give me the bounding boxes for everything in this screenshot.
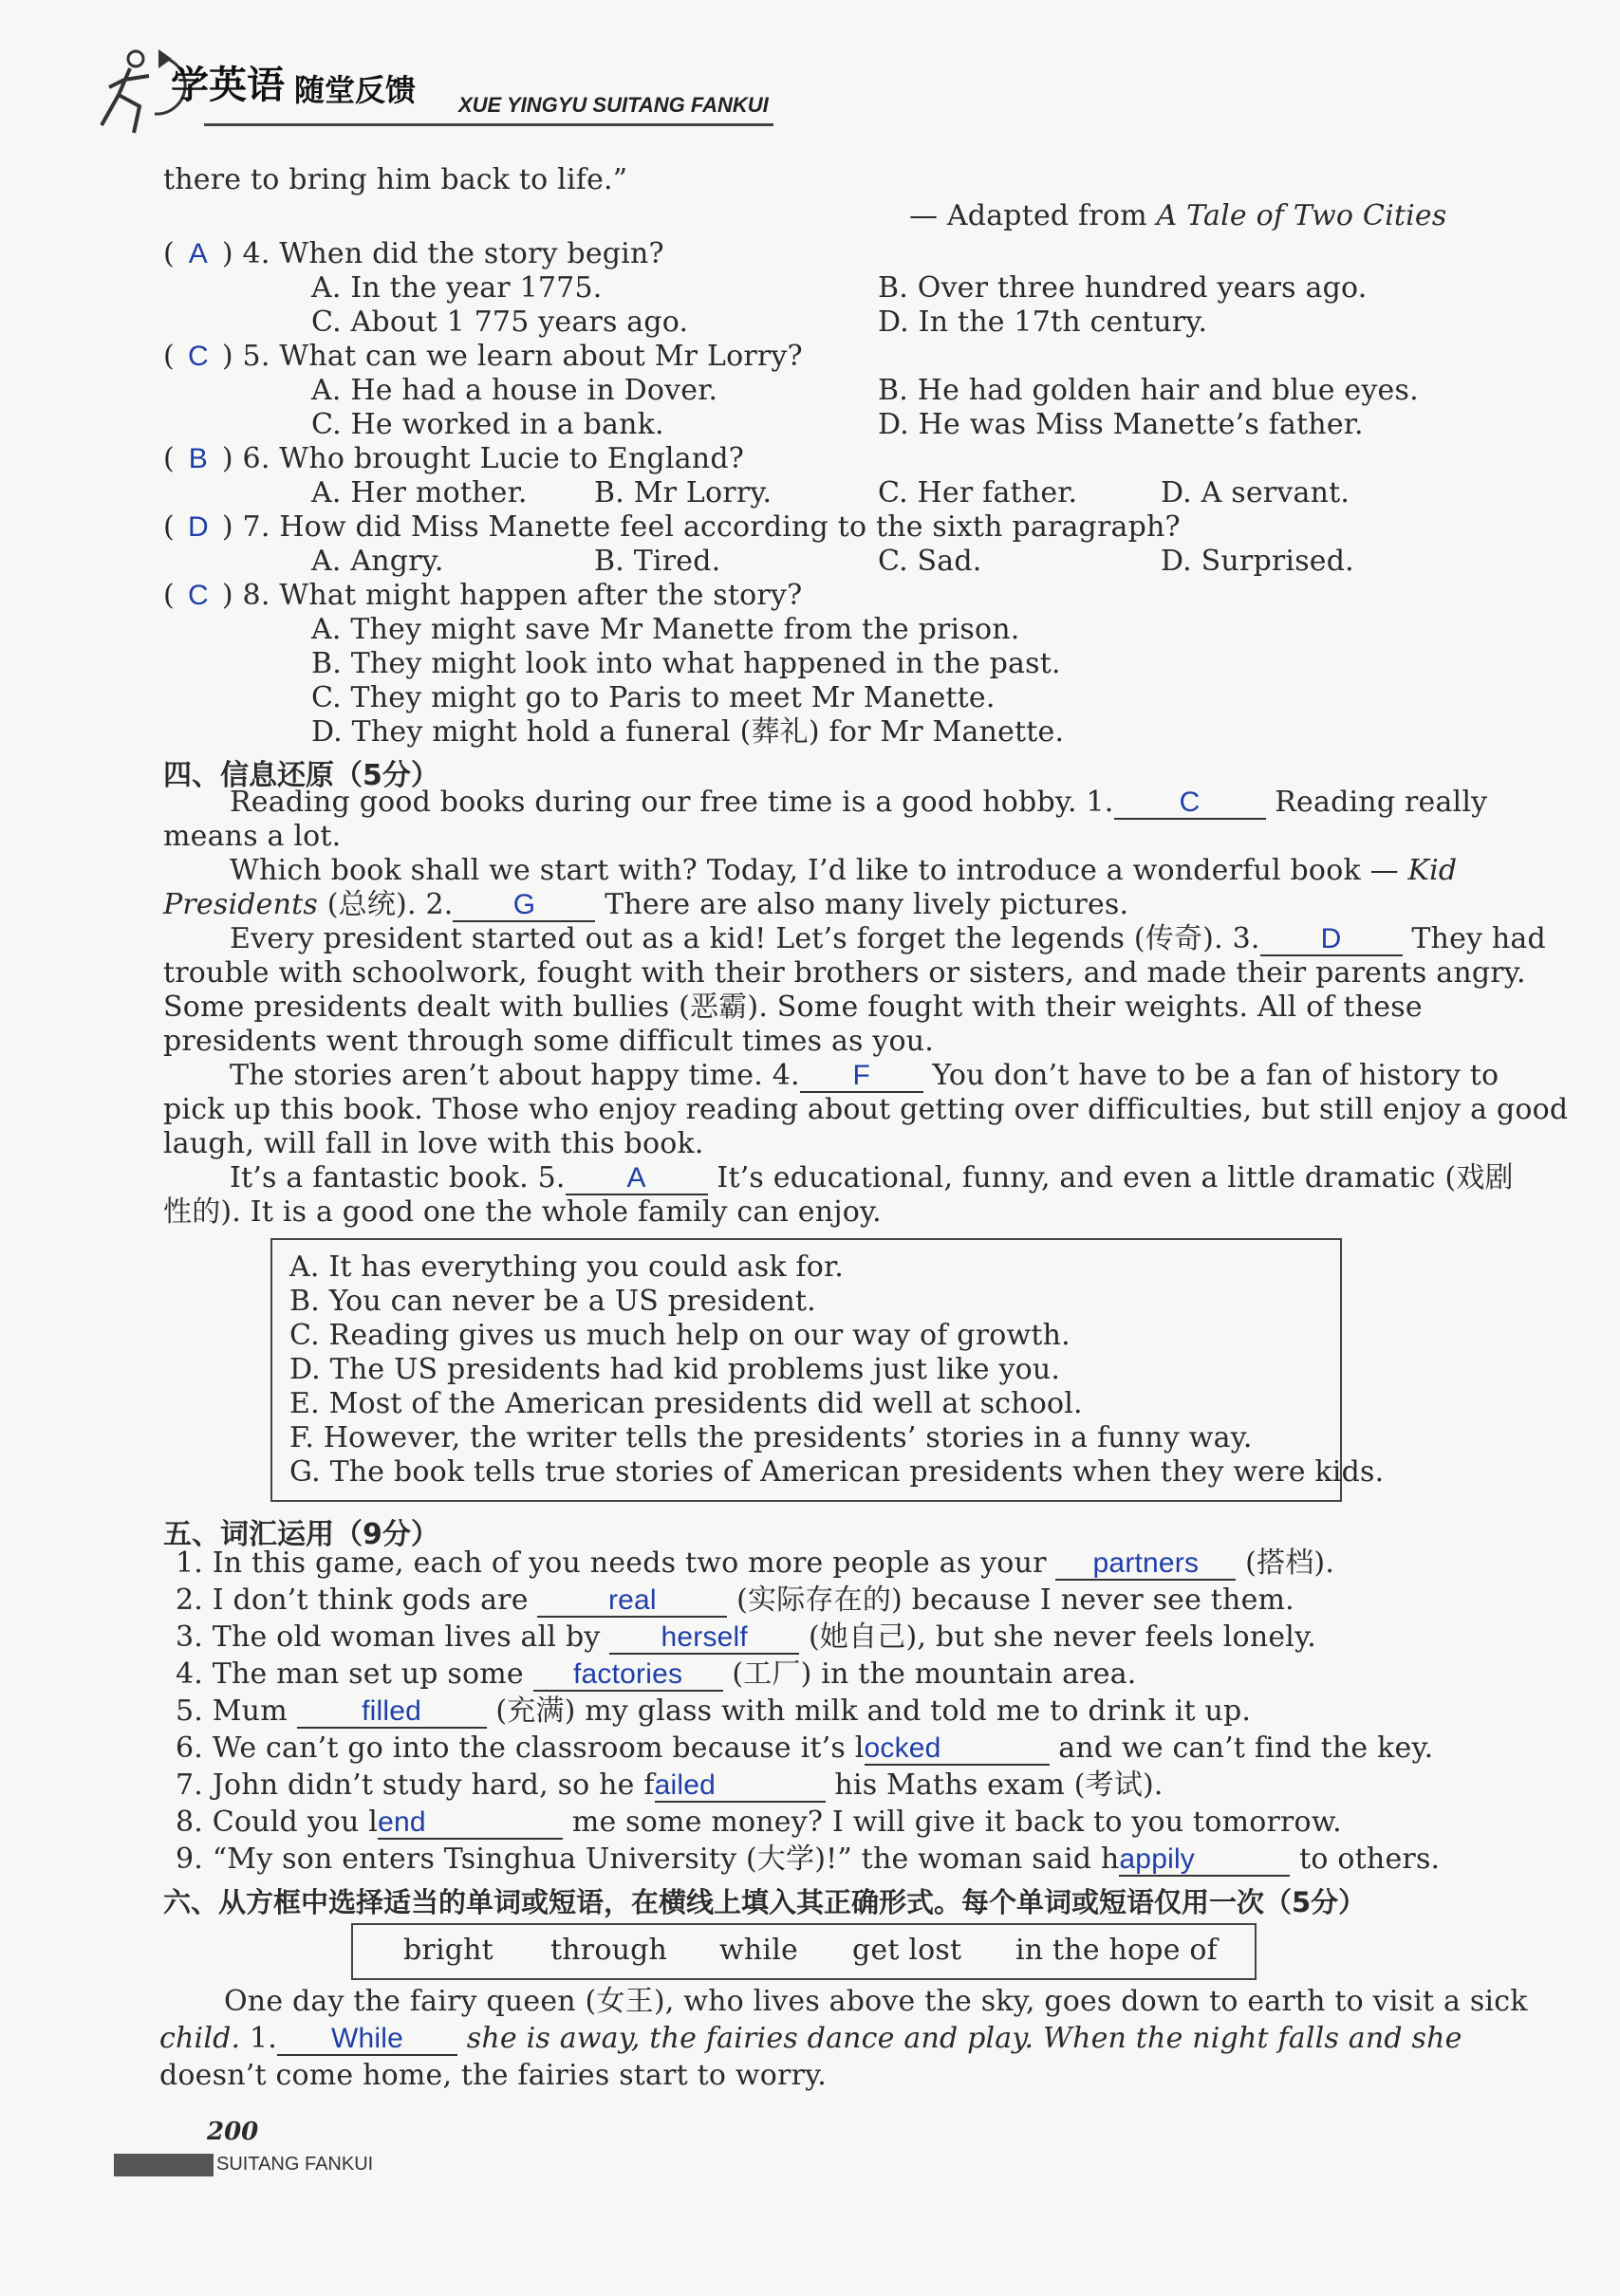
option: A. In the year 1775. bbox=[311, 271, 603, 305]
section-5-heading: 五、词汇运用（9分） bbox=[163, 1518, 439, 1551]
option: D. The US presidents had kid problems just like you. bbox=[289, 1353, 1061, 1386]
text: 7. John didn’t study hard, so he f bbox=[176, 1768, 655, 1802]
blank-number: 4. bbox=[772, 1059, 800, 1092]
text: doesn’t come home, the fairies start to worry. bbox=[159, 2059, 828, 2092]
header-rule bbox=[204, 123, 773, 126]
blank-number: 5. bbox=[537, 1161, 566, 1194]
option: B. Tired. bbox=[594, 545, 721, 578]
option: A. It has everything you could ask for. bbox=[289, 1250, 845, 1284]
blank-number: 1. bbox=[250, 2022, 278, 2055]
option: C. Reading gives us much help on our way of growth. bbox=[289, 1319, 1071, 1352]
vocab-item bbox=[176, 1620, 1316, 1655]
answer-blank: C bbox=[1179, 787, 1201, 818]
s4-para2b bbox=[163, 888, 1128, 922]
option: C. Sad. bbox=[878, 545, 982, 578]
text: It’s educational, funny, and even a little dramatic (戏剧 bbox=[707, 1161, 1514, 1194]
text: (她自己), but she never feels lonely. bbox=[799, 1620, 1316, 1654]
text: Which book shall we start with? Today, I’d like to introduce a wonderful book — bbox=[230, 854, 1408, 887]
blank-number: 3. bbox=[1232, 922, 1260, 955]
word-option: bright bbox=[403, 1934, 493, 1967]
text: 性的). It is a good one the whole family can enjoy. bbox=[163, 1195, 882, 1229]
option: G. The book tells true stories of American presidents when they were kids. bbox=[289, 1455, 1385, 1489]
option: B. You can never be a US president. bbox=[289, 1285, 816, 1318]
question-7: ( D ) 7. How did Miss Manette feel according to the sixth paragraph? bbox=[163, 510, 1181, 544]
text: It’s a fantastic book. bbox=[230, 1161, 538, 1194]
vocab-item bbox=[176, 1842, 1440, 1877]
text: 5. Mum bbox=[176, 1694, 297, 1728]
option: A. Angry. bbox=[311, 545, 444, 578]
vocab-item bbox=[176, 1805, 1342, 1840]
vocab-item bbox=[176, 1768, 1164, 1803]
answer-blank: D bbox=[1320, 923, 1342, 954]
header-logo bbox=[90, 38, 792, 152]
answer-blank: real bbox=[607, 1584, 657, 1616]
text: and we can’t find the key. bbox=[1049, 1731, 1434, 1765]
question-5: ( C ) 5. What can we learn about Mr Lorry? bbox=[163, 340, 803, 373]
s4-para3 bbox=[230, 922, 1546, 956]
intro-line: there to bring him back to life.” bbox=[163, 163, 628, 196]
page-number: 200 bbox=[207, 2118, 259, 2146]
text: me some money? I will give it back to you tomorrow. bbox=[563, 1805, 1342, 1839]
s4-para2 bbox=[230, 854, 1457, 888]
option: A. He had a house in Dover. bbox=[311, 374, 718, 407]
answer-blank: ocked bbox=[864, 1732, 941, 1764]
question-stem: ) 8. What might happen after the story? bbox=[221, 579, 803, 612]
text: 6. We can’t go into the classroom because it’s l bbox=[176, 1731, 865, 1765]
source-title: A Tale of Two Cities bbox=[1156, 199, 1447, 232]
s6-para-line2 bbox=[159, 2022, 1462, 2056]
question-stem: ) 6. Who brought Lucie to England? bbox=[221, 442, 745, 475]
text: pick up this book. Those who enjoy reading about getting over difficulties, but still enjoy a good bbox=[163, 1093, 1569, 1126]
answer-blank: herself bbox=[661, 1621, 748, 1653]
question-stem: ) 4. When did the story begin? bbox=[221, 237, 664, 270]
option: C. Her father. bbox=[878, 476, 1078, 509]
answer-blank: filled bbox=[362, 1695, 422, 1727]
question-stem: ) 7. How did Miss Manette feel according to the sixth paragraph? bbox=[221, 510, 1181, 544]
source-prefix: — Adapted from bbox=[909, 199, 1157, 232]
option: E. Most of the American presidents did well at school. bbox=[289, 1387, 1083, 1420]
vocab-item bbox=[176, 1657, 1137, 1692]
text: (搭档). bbox=[1236, 1546, 1335, 1580]
text: 2. I don’t think gods are bbox=[176, 1583, 538, 1617]
answer-blank: G bbox=[512, 889, 536, 920]
option: D. He was Miss Manette’s father. bbox=[878, 408, 1364, 441]
answer-mark: B bbox=[188, 443, 209, 474]
text: his Maths exam (考试). bbox=[825, 1768, 1164, 1802]
option: B. They might look into what happened in the past. bbox=[311, 647, 1061, 680]
option: D. They might hold a funeral (葬礼) for Mr Manette. bbox=[311, 715, 1065, 749]
text: laugh, will fall in love with this book. bbox=[163, 1127, 704, 1160]
question-4: ( A ) 4. When did the story begin? bbox=[163, 237, 664, 270]
text: to others. bbox=[1290, 1842, 1441, 1876]
text: 3. The old woman lives all by bbox=[176, 1620, 610, 1654]
text: You don’t have to be a fan of history to bbox=[922, 1059, 1499, 1092]
vocab-item bbox=[176, 1694, 1251, 1729]
blank-number: 2. bbox=[425, 888, 454, 921]
option: B. He had golden hair and blue eyes. bbox=[878, 374, 1419, 407]
answer-mark: C bbox=[187, 580, 209, 611]
text: means a lot. bbox=[163, 820, 342, 853]
text: The stories aren’t about happy time. bbox=[230, 1059, 773, 1092]
s4-para4 bbox=[230, 1059, 1499, 1093]
vocab-item bbox=[176, 1731, 1433, 1766]
text: Every president started out as a kid! Let’s forget the legends (传奇). bbox=[230, 922, 1233, 955]
text: (实际存在的) because I never see them. bbox=[727, 1583, 1294, 1617]
section-4-heading: 四、信息还原（5分） bbox=[163, 759, 439, 792]
word-option: in the hope of bbox=[1015, 1934, 1218, 1967]
text: They had bbox=[1402, 922, 1546, 955]
text: child. bbox=[159, 2022, 250, 2055]
text: (充满) my glass with milk and told me to drink it up. bbox=[486, 1694, 1252, 1728]
option: C. They might go to Paris to meet Mr Manette. bbox=[311, 681, 996, 714]
option: D. A servant. bbox=[1161, 476, 1350, 509]
text: 8. Could you l bbox=[176, 1805, 379, 1839]
option: D. Surprised. bbox=[1161, 545, 1354, 578]
option: C. About 1 775 years ago. bbox=[311, 306, 689, 339]
blank-number: 1. bbox=[1086, 786, 1114, 819]
source-line bbox=[909, 199, 1446, 233]
footer-label: SUITANG FANKUI bbox=[216, 2154, 374, 2175]
answer-mark: D bbox=[187, 511, 209, 543]
text: Reading good books during our free time is a good hobby. bbox=[230, 786, 1087, 819]
option: D. In the 17th century. bbox=[878, 306, 1208, 339]
word-option: while bbox=[719, 1934, 798, 1967]
question-6: ( B ) 6. Who brought Lucie to England? bbox=[163, 442, 745, 475]
footer-tag bbox=[114, 2154, 214, 2176]
text: Reading really bbox=[1265, 786, 1488, 819]
text: 4. The man set up some bbox=[176, 1657, 533, 1691]
answer-mark: C bbox=[187, 341, 209, 372]
word-option: through bbox=[550, 1934, 668, 1967]
text: 1. In this game, each of you needs two more people as your bbox=[176, 1546, 1056, 1580]
answer-blank: ailed bbox=[654, 1769, 717, 1801]
text: One day the fairy queen (女王), who lives above the sky, goes down to earth to visit a sick bbox=[224, 1985, 1528, 2018]
option: A. They might save Mr Manette from the prison. bbox=[311, 613, 1020, 646]
text: (工厂) in the mountain area. bbox=[722, 1657, 1137, 1691]
logo-subtitle: 随堂反馈 bbox=[294, 72, 417, 108]
vocab-item bbox=[176, 1583, 1294, 1618]
option: F. However, the writer tells the presidents’ stories in a funny way. bbox=[289, 1421, 1253, 1454]
option: A. Her mother. bbox=[311, 476, 528, 509]
question-8: ( C ) 8. What might happen after the story? bbox=[163, 579, 803, 612]
section-6-heading: 六、从方框中选择适当的单词或短语，在横线上填入其正确形式。每个单词或短语仅用一次（5分） bbox=[163, 1886, 1367, 1918]
option: C. He worked in a bank. bbox=[311, 408, 664, 441]
logo-english: XUE YINGYU SUITANG FANKUI bbox=[458, 93, 769, 117]
text: trouble with schoolwork, fought with their brothers or sisters, and made their parents angry. bbox=[163, 956, 1526, 990]
question-stem: ) 5. What can we learn about Mr Lorry? bbox=[221, 340, 803, 373]
answer-mark: A bbox=[188, 238, 209, 269]
text: Some presidents dealt with bullies (恶霸). Some fought with their weights. All of these bbox=[163, 991, 1423, 1024]
option: B. Over three hundred years ago. bbox=[878, 271, 1368, 305]
book-title: Presidents bbox=[163, 888, 319, 921]
text: she is away, the fairies dance and play. When the night falls and she bbox=[457, 2022, 1462, 2055]
text: presidents went through some difficult times as you. bbox=[163, 1025, 935, 1058]
word-option: get lost bbox=[852, 1934, 962, 1967]
answer-blank: factories bbox=[572, 1658, 683, 1690]
answer-blank: A bbox=[626, 1162, 646, 1194]
option: B. Mr Lorry. bbox=[594, 476, 773, 509]
answer-blank: While bbox=[331, 2023, 404, 2054]
logo-title: 学英语 bbox=[171, 64, 285, 107]
s4-para1 bbox=[230, 786, 1487, 820]
answer-blank: appily bbox=[1119, 1843, 1196, 1875]
vocab-item bbox=[176, 1546, 1334, 1581]
answer-blank: F bbox=[852, 1060, 870, 1091]
text: (总统). bbox=[318, 888, 426, 921]
answer-blank: end bbox=[378, 1806, 426, 1838]
answer-blank: partners bbox=[1092, 1547, 1200, 1579]
text: There are also many lively pictures. bbox=[595, 888, 1129, 921]
s4-para5 bbox=[230, 1161, 1514, 1195]
book-title: Kid bbox=[1407, 854, 1458, 887]
text: 9. “My son enters Tsinghua University (大学)!” the woman said h bbox=[176, 1842, 1120, 1876]
